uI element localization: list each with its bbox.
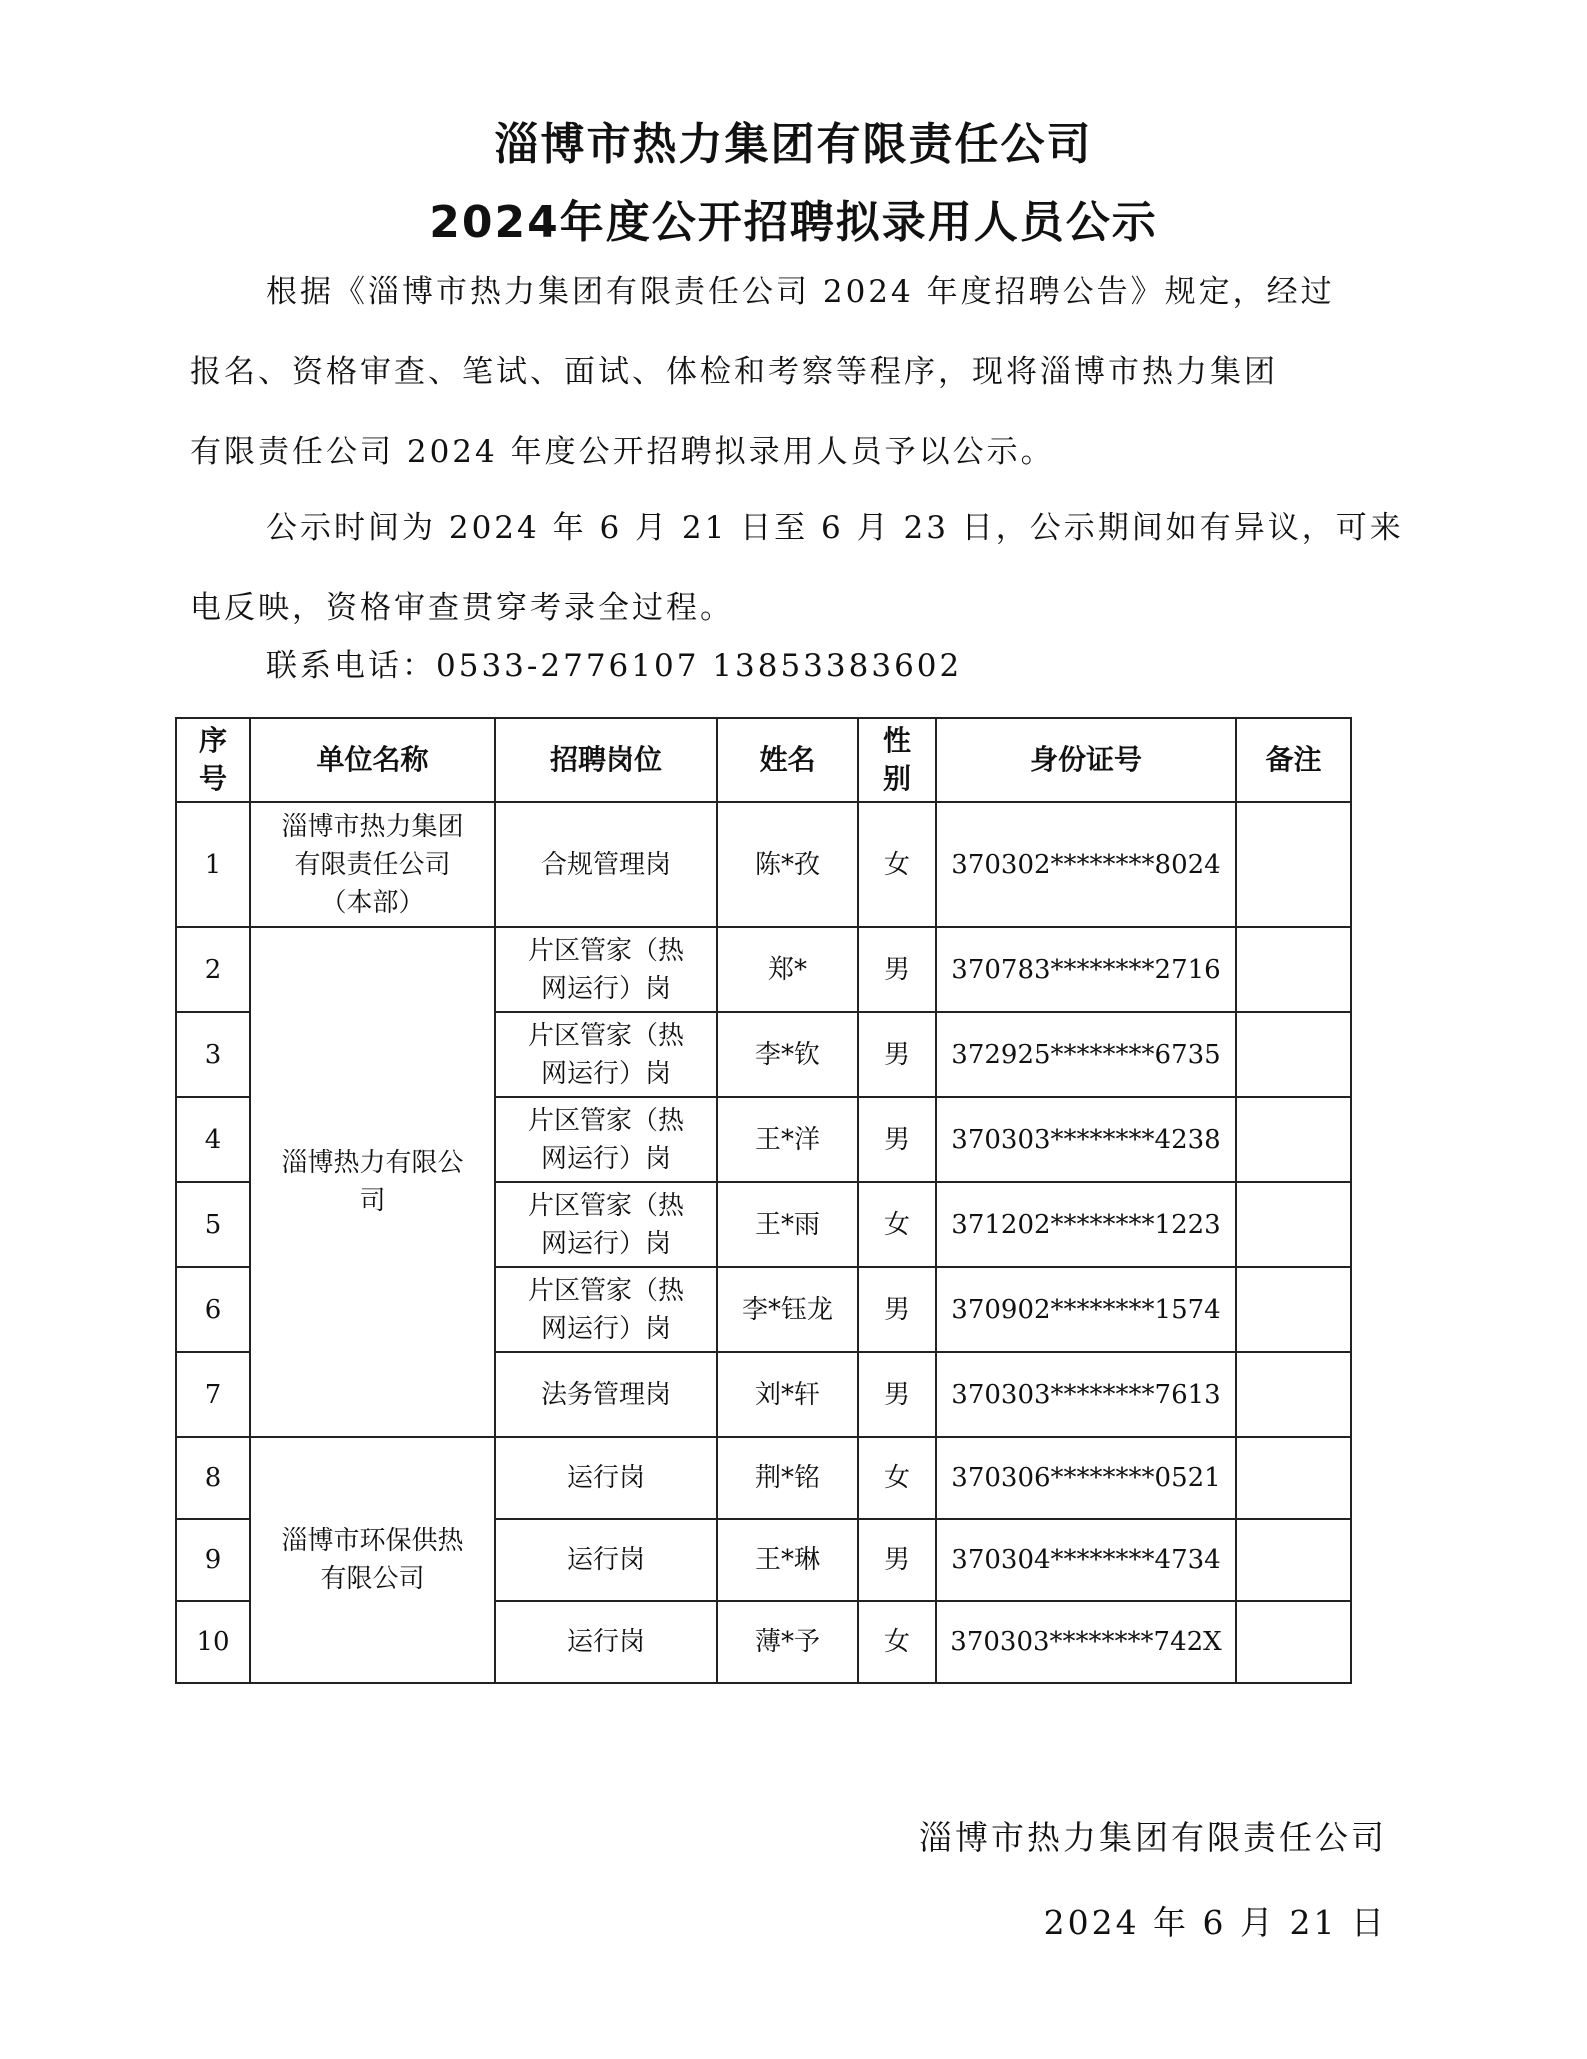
cell-note [1236,1437,1351,1519]
header-no: 序号 [176,718,250,802]
cell-post: 运行岗 [495,1437,717,1519]
cell-post: 片区管家（热网运行）岗 [495,1182,717,1267]
cell-name: 李*钰龙 [717,1267,858,1352]
cell-unit: 淄博热力有限公司 [250,927,495,1437]
cell-post: 片区管家（热网运行）岗 [495,1097,717,1182]
cell-note [1236,1182,1351,1267]
cell-name: 刘*轩 [717,1352,858,1437]
cell-no: 8 [176,1437,250,1519]
paragraph-2-line-2: 电反映，资格审查贯穿考录全过程。 [190,590,734,626]
table-row [176,802,1351,927]
table-row [176,927,1351,1012]
cell-sex: 男 [858,1097,936,1182]
cell-post: 法务管理岗 [495,1352,717,1437]
cell-post: 合规管理岗 [495,802,717,927]
cell-id: 370303********742X [936,1601,1236,1683]
cell-id: 370783********2716 [936,927,1236,1012]
cell-id: 370302********8024 [936,802,1236,927]
cell-no: 9 [176,1519,250,1601]
signature-date: 2024 年 6 月 21 日 [1043,1903,1387,1942]
header-note: 备注 [1236,718,1351,802]
paragraph-1-line-3: 有限责任公司 2024 年度公开招聘拟录用人员予以公示。 [190,434,1055,470]
paragraph-1-line-1: 根据《淄博市热力集团有限责任公司 2024 年度招聘公告》规定，经过 [266,274,1335,310]
paragraph-1 [190,252,1390,492]
cell-id: 370306********0521 [936,1437,1236,1519]
cell-name: 郑* [717,927,858,1012]
cell-note [1236,1601,1351,1683]
hiring-table [175,717,1352,1684]
cell-unit: 淄博市热力集团有限责任公司（本部） [250,802,495,927]
cell-name: 薄*予 [717,1601,858,1683]
cell-name: 王*雨 [717,1182,858,1267]
cell-no: 6 [176,1267,250,1352]
contact-paragraph [190,626,1390,706]
header-sex: 性别 [858,718,936,802]
cell-note [1236,1519,1351,1601]
cell-id: 371202********1223 [936,1182,1236,1267]
cell-post: 片区管家（热网运行）岗 [495,1267,717,1352]
cell-id: 370303********7613 [936,1352,1236,1437]
cell-post: 运行岗 [495,1601,717,1683]
cell-sex: 女 [858,1182,936,1267]
paragraph-1-line-2: 报名、资格审查、笔试、面试、体检和考察等程序，现将淄博市热力集团 [190,354,1278,390]
cell-sex: 女 [858,802,936,927]
cell-unit: 淄博市环保供热有限公司 [250,1437,495,1683]
paragraph-2-line-1: 公示时间为 2024 年 6 月 21 日至 6 月 23 日，公示期间如有异议，可来 [266,510,1404,546]
cell-sex: 男 [858,1267,936,1352]
cell-no: 4 [176,1097,250,1182]
cell-name: 荆*铭 [717,1437,858,1519]
cell-note [1236,1097,1351,1182]
cell-id: 370303********4238 [936,1097,1236,1182]
cell-sex: 男 [858,1519,936,1601]
cell-no: 3 [176,1012,250,1097]
title-line-2: 2024年度公开招聘拟录用人员公示 [429,197,1158,248]
table-header-row [176,718,1351,802]
cell-no: 7 [176,1352,250,1437]
cell-id: 372925********6735 [936,1012,1236,1097]
title-line-1: 淄博市热力集团有限责任公司 [494,119,1093,170]
cell-sex: 女 [858,1601,936,1683]
table-row [176,1437,1351,1519]
cell-sex: 男 [858,1012,936,1097]
header-id: 身份证号 [936,718,1236,802]
cell-name: 王*琳 [717,1519,858,1601]
cell-note [1236,927,1351,1012]
cell-name: 李*钦 [717,1012,858,1097]
signature-organization: 淄博市热力集团有限责任公司 [919,1818,1387,1857]
cell-note [1236,1352,1351,1437]
cell-name: 王*洋 [717,1097,858,1182]
cell-note [1236,802,1351,927]
header-post: 招聘岗位 [495,718,717,802]
cell-note [1236,1012,1351,1097]
cell-sex: 女 [858,1437,936,1519]
paragraph-2 [190,488,1404,648]
cell-no: 5 [176,1182,250,1267]
cell-no: 10 [176,1601,250,1683]
cell-post: 片区管家（热网运行）岗 [495,927,717,1012]
cell-no: 1 [176,802,250,927]
cell-post: 片区管家（热网运行）岗 [495,1012,717,1097]
cell-id: 370304********4734 [936,1519,1236,1601]
cell-post: 运行岗 [495,1519,717,1601]
cell-id: 370902********1574 [936,1267,1236,1352]
cell-sex: 男 [858,1352,936,1437]
header-unit: 单位名称 [250,718,495,802]
cell-note [1236,1267,1351,1352]
cell-sex: 男 [858,927,936,1012]
header-name: 姓名 [717,718,858,802]
contact-phone: 联系电话：0533-2776107 13853383602 [266,648,963,684]
cell-no: 2 [176,927,250,1012]
cell-name: 陈*孜 [717,802,858,927]
